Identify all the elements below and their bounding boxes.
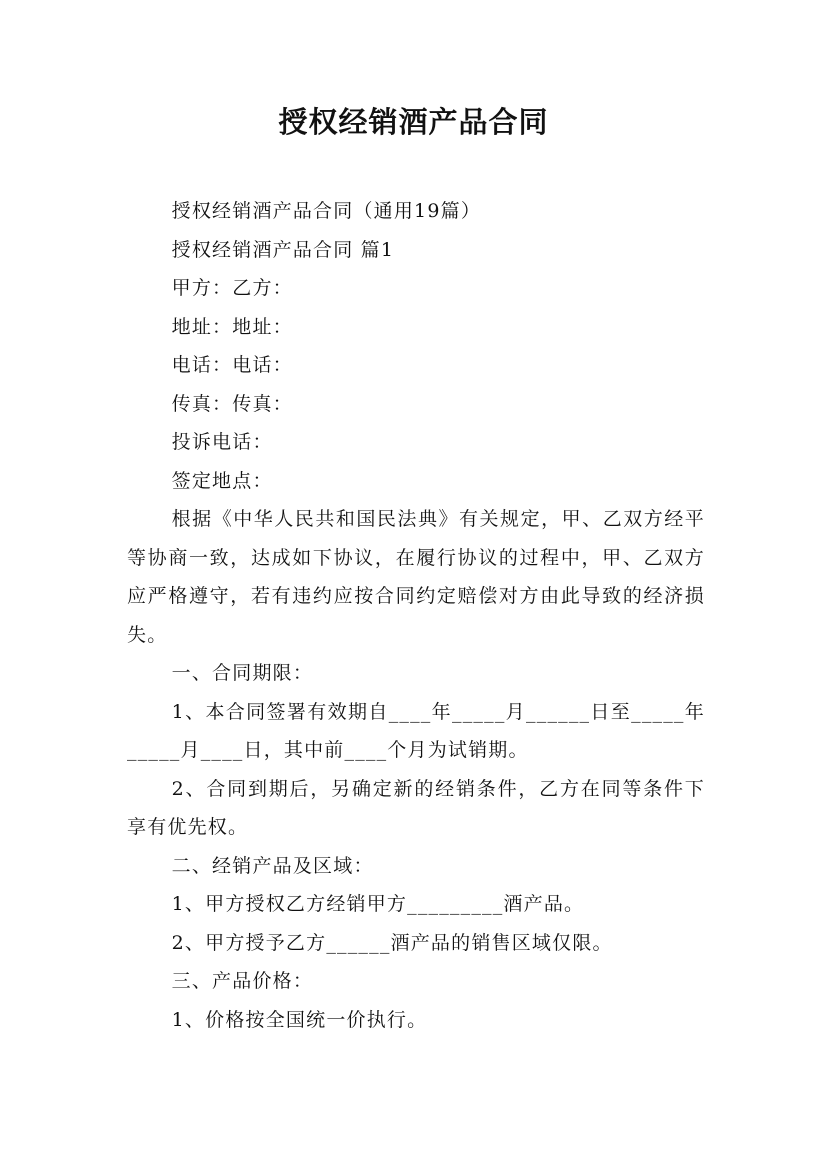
paragraph-fax: 传真：传真： xyxy=(171,392,293,415)
document-title: 授权经销酒产品合同 xyxy=(278,105,549,139)
paragraph-price-1: 1、价格按全国统一价执行。 xyxy=(171,1008,428,1031)
paragraph-signing-place: 签定地点： xyxy=(171,469,273,492)
paragraph-term-2: 2、合同到期后，另确定新的经销条件，乙方在同等条件下享有优先权。 xyxy=(127,777,705,838)
paragraph-heading-products: 二、经销产品及区域： xyxy=(171,854,374,877)
paragraph-preamble: 根据《中华人民共和国民法典》有关规定，甲、乙双方经平等协商一致，达成如下协议，在履行协议的过程中，甲、乙双方应严格遵守，若有违约应按合同约定赔偿对方由此导致的经济损失。 xyxy=(127,508,705,646)
paragraph-phone: 电话：电话： xyxy=(171,354,293,376)
paragraph-products-2: 2、甲方授予乙方______酒产品的销售区域仅限。 xyxy=(171,931,613,954)
paragraph-heading-price: 三、产品价格： xyxy=(171,970,314,992)
document-body xyxy=(127,192,705,1039)
paragraph-address: 地址：地址： xyxy=(171,315,293,338)
paragraph-complaint-phone: 投诉电话： xyxy=(171,431,273,453)
paragraph-subtitle: 授权经销酒产品合同（通用19篇） xyxy=(171,200,482,222)
paragraph-section-heading: 授权经销酒产品合同 篇1 xyxy=(171,238,395,261)
paragraph-heading-term: 一、合同期限： xyxy=(171,662,314,684)
paragraph-products-1: 1、甲方授权乙方经销甲方_________酒产品。 xyxy=(171,893,585,915)
paragraph-term-1: 1、本合同签署有效期自____年_____月______日至_____年_____月____日，其中前____个月为试销期。 xyxy=(127,700,705,761)
paragraph-parties: 甲方：乙方： xyxy=(171,277,293,299)
